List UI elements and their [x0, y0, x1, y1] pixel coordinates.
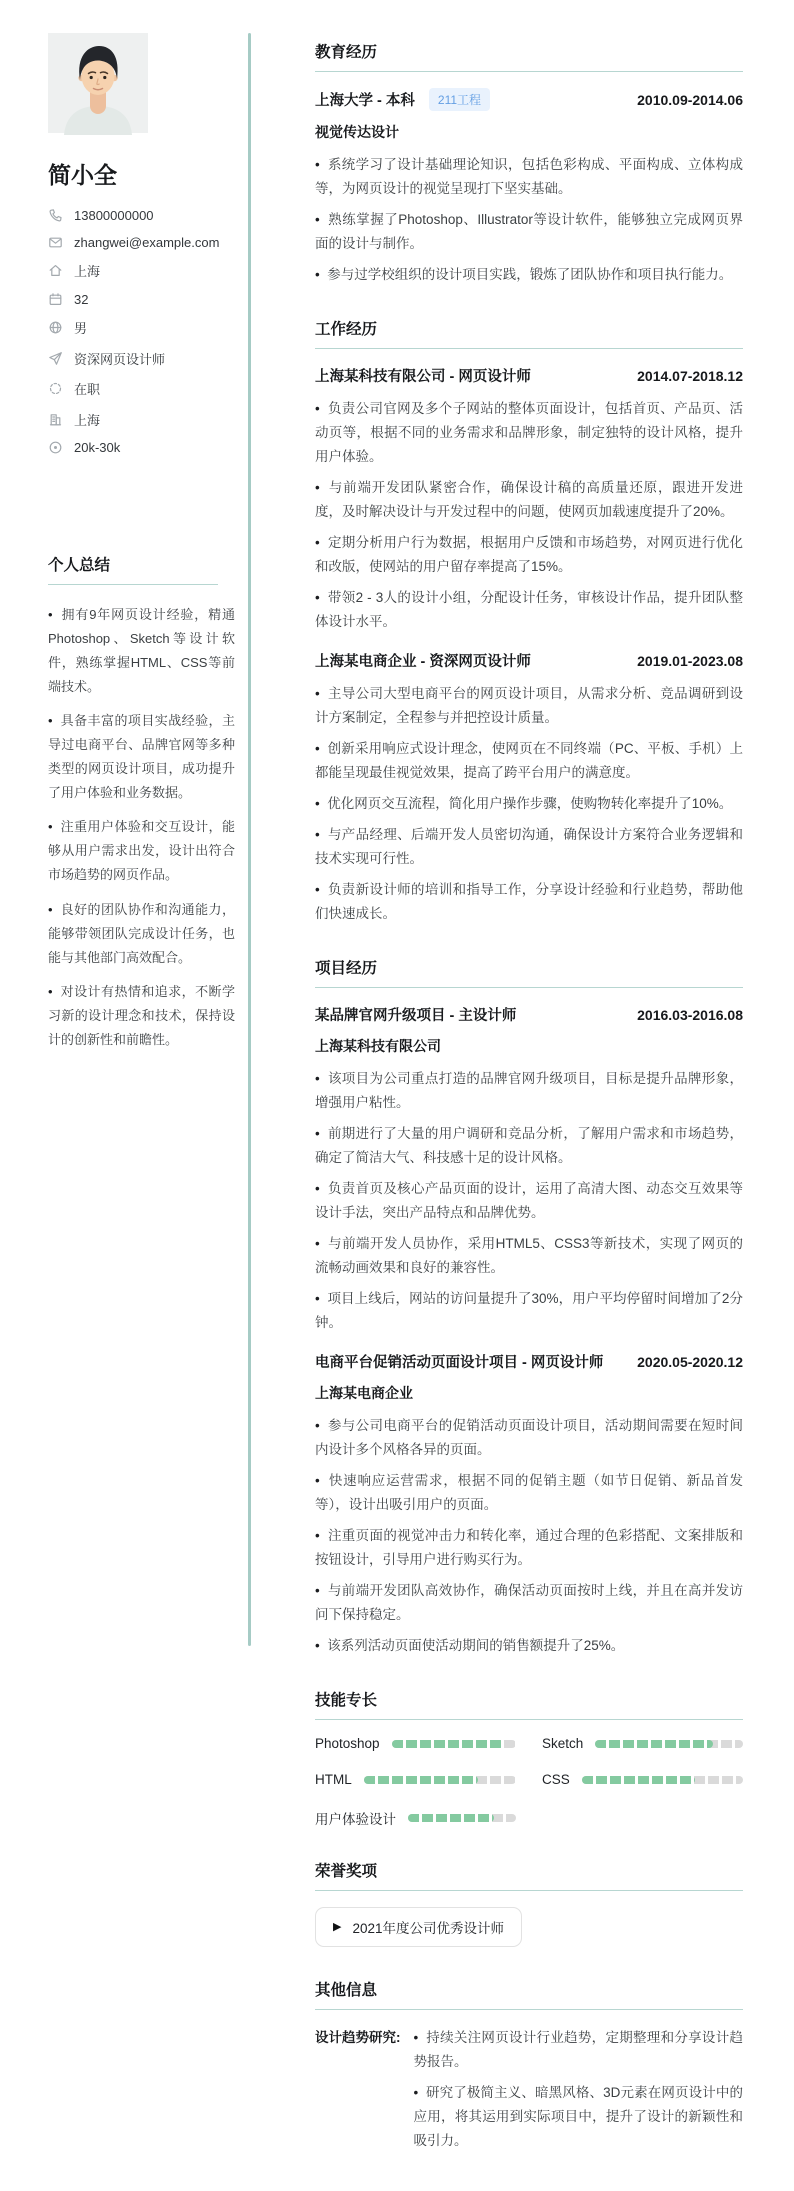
contact-company-city-text: 上海 [74, 412, 101, 428]
project-company: 上海某电商企业 [315, 1385, 413, 1402]
contact-salary [48, 440, 235, 455]
summary-bullet: • 良好的团队协作和沟通能力，能够带领团队完成设计任务，也能与其他部门高效配合。 [48, 898, 235, 970]
bullet-item: • 与前端开发团队高效协作，确保活动页面按时上线，并且在高并发访问下保持稳定。 [315, 1579, 743, 1627]
bullet-item: • 创新采用响应式设计理念，使网页在不同终端（PC、平板、手机）上都能呈现最佳视觉效果，提高了跨平台用户的满意度。 [315, 737, 743, 785]
contact-position [48, 349, 235, 368]
skill-row [315, 1736, 516, 1751]
skills-title: 技能专长 [315, 1688, 743, 1720]
job-heading: 上海某电商企业 - 资深网页设计师 [315, 654, 531, 671]
bullet-item: • 优化网页交互流程，简化用户操作步骤，使购物转化率提升了10%。 [315, 792, 743, 816]
skill-fill [582, 1776, 695, 1784]
contact-company-city [48, 410, 235, 429]
main-column [315, 40, 743, 2191]
contact-email [48, 235, 235, 250]
bullet-item: • 主导公司大型电商平台的网页设计项目，从需求分析、竞品调研到设计方案制定，全程参与并把控设计质量。 [315, 682, 743, 730]
project-company: 上海某科技有限公司 [315, 1038, 441, 1055]
gender-icon [48, 320, 63, 335]
education-section [315, 40, 743, 286]
skills-section [315, 1688, 743, 1828]
contact-gender-text: 男 [74, 321, 88, 336]
education-major: 视觉传达设计 [315, 124, 399, 140]
education-date: 2010.09-2014.06 [637, 91, 743, 108]
bullet-item: • 快速响应运营需求，根据不同的促销主题（如节日促销、新品首发等），设计出吸引用户的页面。 [315, 1469, 743, 1517]
skill-bar [392, 1740, 516, 1748]
skill-fill [392, 1740, 504, 1748]
skill-fill [408, 1814, 494, 1822]
summary-bullet: • 对设计有热情和追求，不断学习新的设计理念和技术，保持设计的创新性和前瞻性。 [48, 980, 235, 1052]
summary-bullet: • 注重用户体验和交互设计，能够从用户需求出发，设计出符合市场趋势的网页作品。 [48, 815, 235, 887]
contact-city-text: 上海 [74, 264, 101, 279]
skill-row [542, 1736, 743, 1751]
project-heading: 某品牌官网升级项目 - 主设计师 [315, 1008, 517, 1025]
avatar-portrait-icon [48, 33, 148, 133]
bullet-item: • 系统学习了设计基础理论知识，包括色彩构成、平面构成、立体构成等，为网页设计的视觉呈现打下坚实基础。 [315, 153, 743, 201]
school-badge: 211工程 [429, 88, 490, 111]
sidebar [48, 33, 235, 1062]
work-title: 工作经历 [315, 317, 743, 349]
position-icon [48, 351, 63, 366]
bullet-item: • 带领2 - 3人的设计小组，分配设计任务，审核设计作品，提升团队整体设计水平。 [315, 586, 743, 634]
skill-bar [408, 1814, 516, 1822]
projects-title: 项目经历 [315, 956, 743, 988]
other-info-label: 设计趋势研究: [315, 2030, 401, 2046]
bullet-item: • 注重页面的视觉冲击力和转化率，通过合理的色彩搭配、文案排版和按钮设计，引导用户进行购买行为。 [315, 1524, 743, 1572]
other-info-section [315, 1978, 743, 2159]
bullet-item: • 前期进行了大量的用户调研和竞品分析，了解用户需求和市场趋势，确定了简洁大气、科技感十足的设计风格。 [315, 1122, 743, 1170]
project-entry [315, 1351, 743, 1657]
bullet-item: • 定期分析用户行为数据，根据用户反馈和市场趋势，对网页进行优化和改版，使网站的用户留存率提高了15%。 [315, 531, 743, 579]
bullet-item: • 参与公司电商平台的促销活动页面设计项目，活动期间需要在短时间内设计多个风格各异的页面。 [315, 1414, 743, 1462]
contact-status-text: 在职 [74, 382, 101, 397]
skill-row [315, 1772, 516, 1787]
education-title: 教育经历 [315, 40, 743, 72]
project-entry [315, 1004, 743, 1334]
bullet-item: • 负责公司官网及多个子网站的整体页面设计，包括首页、产品页、活动页等，根据不同的业务需求和品牌形象，制定独特的设计风格，提升用户体验。 [315, 397, 743, 469]
job-heading: 上海某科技有限公司 - 网页设计师 [315, 369, 531, 386]
skill-label: Sketch [542, 1736, 584, 1752]
skill-fill [595, 1740, 713, 1748]
school-name: 上海大学 - 本科 [315, 93, 415, 109]
projects-section [315, 956, 743, 1657]
contact-city [48, 261, 235, 280]
contact-position-text: 资深网页设计师 [74, 351, 166, 367]
honor-text: 2021年度公司优秀设计师 [352, 1921, 505, 1937]
home-icon [48, 263, 63, 278]
expand-triangle-icon: ▶ [333, 1920, 342, 1933]
phone-icon [48, 208, 63, 223]
work-section [315, 317, 743, 925]
skill-fill [364, 1776, 478, 1784]
avatar [48, 33, 148, 133]
skill-label: CSS [542, 1772, 570, 1788]
skill-bar [595, 1740, 743, 1748]
honor-item-expandable[interactable] [315, 1907, 522, 1947]
person-name: 简小全 [48, 162, 117, 188]
project-date: 2016.03-2016.08 [637, 1006, 743, 1023]
bullet-item: • 熟练掌握了Photoshop、Illustrator等设计软件，能够独立完成网页界面的设计与制作。 [315, 208, 743, 256]
education-entry [315, 88, 743, 286]
contact-gender [48, 318, 235, 337]
contact-salary-text: 20k-30k [74, 440, 121, 455]
bullet-item: • 负责新设计师的培训和指导工作，分享设计经验和行业趋势，帮助他们快速成长。 [315, 878, 743, 926]
summary-bullet: • 具备丰富的项目实战经验，主导过电商平台、品牌官网等多种类型的网页设计项目，成功提升了用户体验和业务数据。 [48, 709, 235, 805]
other-info-title: 其他信息 [315, 1978, 743, 2010]
status-icon [48, 381, 63, 396]
contact-age [48, 292, 235, 307]
contact-list [48, 208, 235, 455]
contact-phone [48, 208, 235, 223]
summary-section [48, 553, 235, 1052]
skill-row [542, 1772, 743, 1787]
other-info-row [315, 2026, 743, 2159]
work-entry [315, 365, 743, 633]
skill-label: HTML [315, 1772, 352, 1788]
bullet-item: • 该项目为公司重点打造的品牌官网升级项目，目标是提升品牌形象，增强用户粘性。 [315, 1067, 743, 1115]
contact-age-text: 32 [74, 291, 89, 307]
contact-email-text: zhangwei@example.com [74, 234, 220, 250]
summary-title: 个人总结 [48, 553, 218, 585]
skill-label: Photoshop [315, 1736, 380, 1752]
summary-bullet: • 拥有9年网页设计经验，精通Photoshop、Sketch等设计软件，熟练掌握HTML、CSS等前端技术。 [48, 603, 235, 699]
honors-title: 荣誉奖项 [315, 1859, 743, 1891]
salary-icon [48, 440, 63, 455]
bullet-item: • 与产品经理、后端开发人员密切沟通，确保设计方案符合业务逻辑和技术实现可行性。 [315, 823, 743, 871]
bullet-item: • 研究了极简主义、暗黑风格、3D元素在网页设计中的应用，将其运用到实际项目中，提升了设计的新颖性和吸引力。 [414, 2081, 744, 2153]
bullet-item: • 项目上线后，网站的访问量提升了30%，用户平均停留时间增加了2分钟。 [315, 1287, 743, 1335]
contact-status [48, 379, 235, 398]
project-date: 2020.05-2020.12 [637, 1353, 743, 1370]
bullet-item: • 该系列活动页面使活动期间的销售额提升了25%。 [315, 1634, 743, 1658]
bullet-item: • 负责首页及核心产品页面的设计，运用了高清大图、动态交互效果等设计手法，突出产品特点和品牌优势。 [315, 1177, 743, 1225]
building-icon [48, 412, 63, 427]
job-date: 2019.01-2023.08 [637, 652, 743, 669]
skill-bar [364, 1776, 516, 1784]
skill-grid [315, 1736, 743, 1828]
vertical-divider [248, 33, 251, 1646]
other-info-bullets [414, 2026, 744, 2159]
skill-row [315, 1808, 516, 1828]
skill-bar [582, 1776, 743, 1784]
bullet-item: • 持续关注网页设计行业趋势，定期整理和分享设计趋势报告。 [414, 2026, 744, 2074]
work-entry [315, 650, 743, 925]
skill-label: 用户体验设计 [315, 1812, 396, 1828]
bullet-item: • 与前端开发团队紧密合作，确保设计稿的高质量还原，跟进开发进度，及时解决设计与开发过程中的问题，使网页加载速度提升了20%。 [315, 476, 743, 524]
mail-icon [48, 235, 63, 250]
honors-section [315, 1859, 743, 1947]
bullet-item: • 与前端开发人员协作，采用HTML5、CSS3等新技术，实现了网页的流畅动画效果和良好的兼容性。 [315, 1232, 743, 1280]
project-heading: 电商平台促销活动页面设计项目 - 网页设计师 [315, 1355, 604, 1372]
job-date: 2014.07-2018.12 [637, 367, 743, 384]
bullet-item: • 参与过学校组织的设计项目实践，锻炼了团队协作和项目执行能力。 [315, 263, 743, 287]
age-icon [48, 292, 63, 307]
contact-phone-text: 13800000000 [74, 208, 154, 223]
